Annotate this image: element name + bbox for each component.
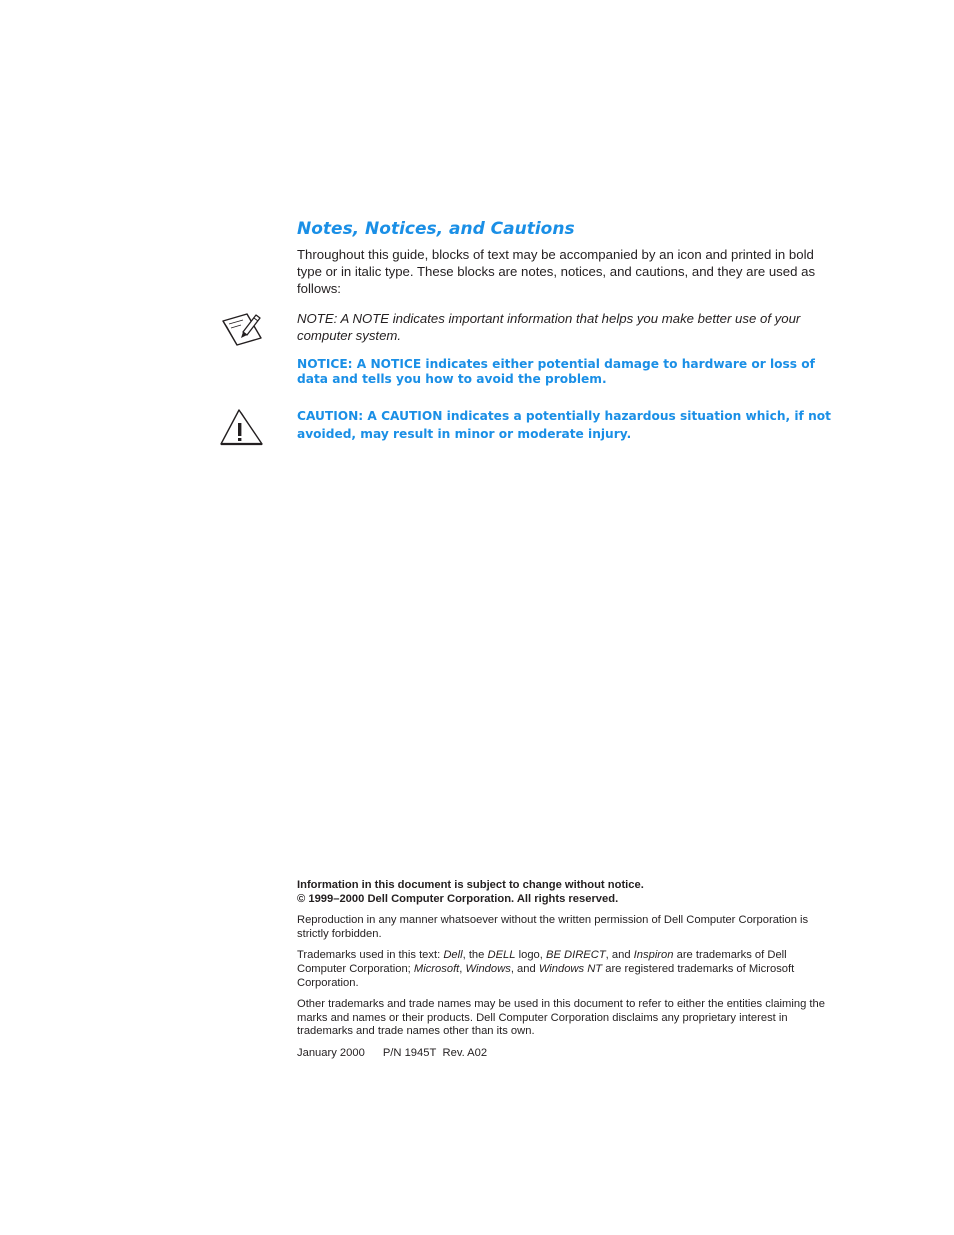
caution-text: CAUTION: A CAUTION indicates a potentially hazardous situation which, if not avoided, may result in minor or moderate injury. <box>297 409 831 441</box>
intro-paragraph: Throughout this guide, blocks of text may be accompanied by an icon and printed in bold type or in italic type. These blocks are notes, notices, and cautions, and they are used as follows: <box>297 247 816 296</box>
note-text: NOTE: A NOTE indicates important information that helps you make better use of your computer system. <box>297 311 801 343</box>
change-notice: Information in this document is subject to change without notice. <box>297 879 644 891</box>
trademark-be-direct: BE DIRECT <box>545 949 606 962</box>
trademark-dell-logo: DELL <box>487 949 516 962</box>
caution-triangle-icon <box>219 409 264 446</box>
part-number: P/N 1945T <box>382 1046 437 1059</box>
section-title: Notes, Notices, and Cautions <box>297 219 575 239</box>
trademark-windows: Windows <box>465 962 511 975</box>
trademark-windows-nt: Windows NT <box>538 962 603 975</box>
legal-footer <box>297 879 832 1069</box>
revision: Rev. A02 <box>442 1046 488 1059</box>
copyright-notice: © 1999–2000 Dell Computer Corporation. All rights reserved. <box>297 892 619 905</box>
other-trademarks-notice: Other trademarks and trade names may be used in this document to refer to either the entities claiming the marks and names or their products. Dell Computer Corporation disclaims any proprietary interest in trademarks and trade names other than its own. <box>297 998 825 1038</box>
trademark-inspiron: Inspiron <box>633 949 674 962</box>
note-pencil-icon <box>221 312 263 348</box>
reproduction-notice: Reproduction in any manner whatsoever without the written permission of Dell Computer Corporation is strictly forbidden. <box>297 914 809 940</box>
notice-text: NOTICE: A NOTICE indicates either potential damage to hardware or loss of data and tells you how to avoid the problem. <box>297 357 815 386</box>
document-date: January 2000 <box>297 1046 365 1059</box>
trademark-microsoft: Microsoft <box>413 962 460 975</box>
legal-header <box>297 879 832 906</box>
trademark-dell: Dell <box>443 949 463 962</box>
document-revision-line <box>297 1047 832 1061</box>
trademarks-notice: Trademarks used in this text: Dell, the DELL logo, BE DIRECT, and Inspiron are trademarks of Dell Computer Corporation; Microsoft, Windows, and Windows NT are registered trademarks of Microsoft Corporation. <box>297 949 795 989</box>
